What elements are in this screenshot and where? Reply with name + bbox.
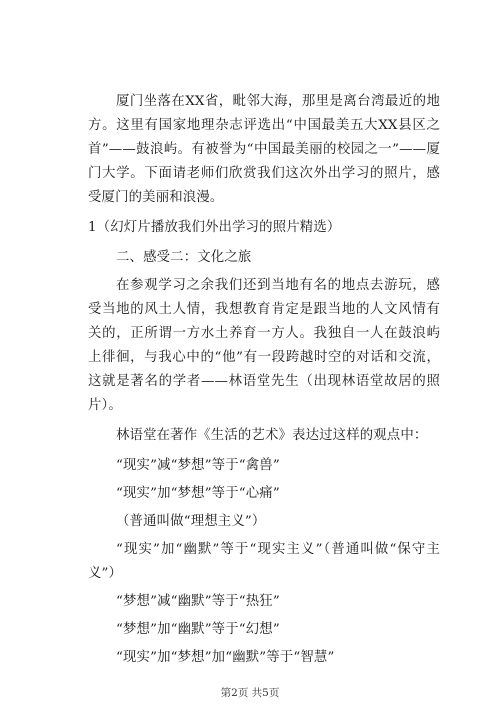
formula-line-1: “现实”减“梦想”等于“禽兽” — [116, 458, 280, 473]
paragraph-xiamen-intro: 厦门坐落在XX省，毗邻大海，那里是离台湾最近的地方。这里有国家地理杂志评选出“中国最美五大XX县区之首”——鼓浪屿。有被誉为“中国最美丽的校园之一”——厦门大学。下面请老师们欣赏我们这次外出学习的照片，感受厦门的美丽和浪漫。 — [88, 94, 440, 205]
formula-line-3: “现实”加“幽默”等于“现实主义”（普通叫做“保守主义”） — [88, 542, 440, 581]
formula-note-idealism: （普通叫做“理想主义”） — [116, 514, 266, 529]
formula-line-5: “梦想”加“幽默”等于“幻想” — [116, 622, 280, 637]
document-body — [88, 90, 440, 670]
paragraph-gulangyu-visit: 在参观学习之余我们还到当地有名的地点去游玩，感受当地的风土人情，我想教育肯定是跟当地的人文风情有关的，正所谓一方水土养育一方人。我独自一人在鼓浪屿上徘徊，与我心中的“他”有一段跨越时空的对话和交流，这就是著名的学者——林语堂先生（出现林语堂故居的照片）。 — [88, 278, 440, 413]
section-heading-culture-trip: 二、感受二：文化之旅 — [116, 250, 252, 265]
paragraph-lin-yutang-quote-intro: 林语堂在著作《生活的艺术》表达过这样的观点中： — [116, 428, 428, 443]
formula-line-6: “现实”加“梦想”加“幽默”等于“智慧” — [116, 650, 335, 665]
paragraph-slideshow-note: 1（幻灯片播放我们外出学习的照片精选） — [88, 220, 341, 235]
page-number-footer: 第2页 共5页 — [220, 687, 280, 699]
formula-line-4: “梦想”减“幽默”等于“热狂” — [116, 594, 280, 609]
formula-line-2: “现实”加“梦想”等于“心痛” — [116, 486, 280, 501]
